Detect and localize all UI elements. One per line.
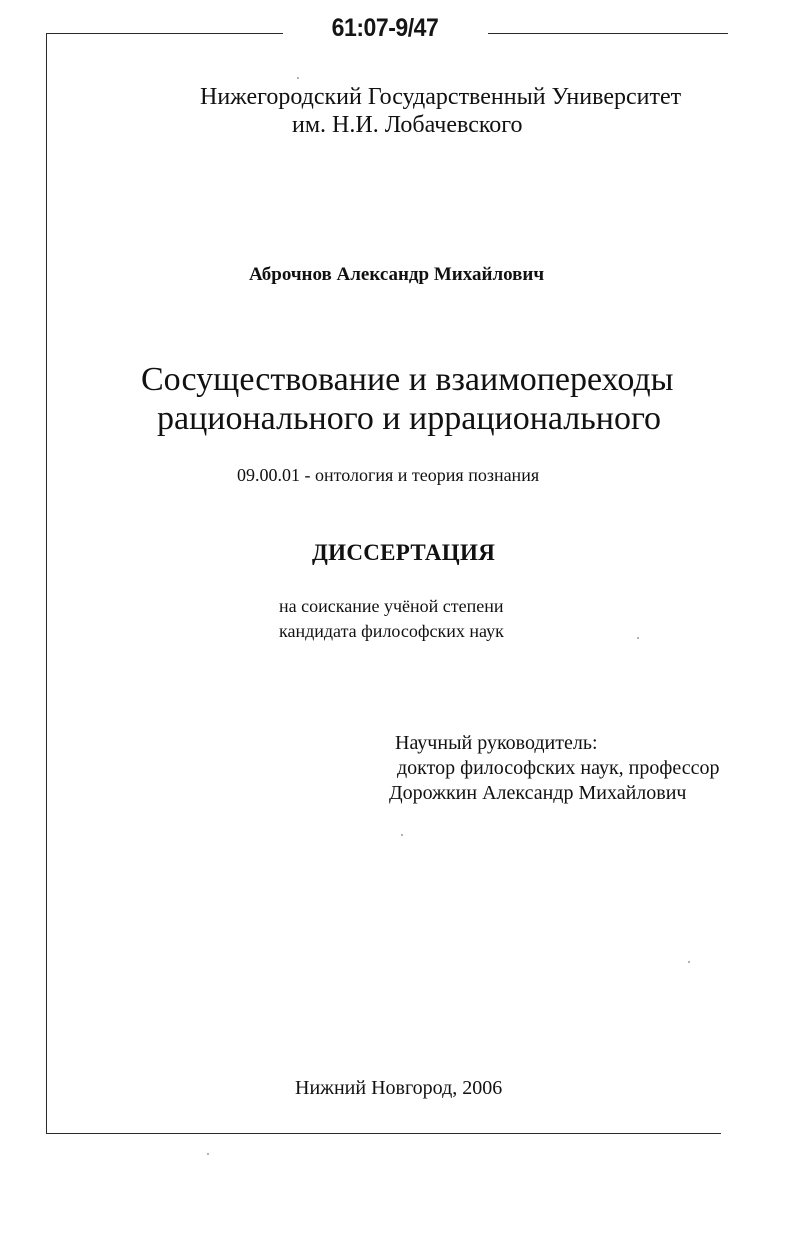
thesis-title-line-2: рационального и иррационального xyxy=(157,400,662,437)
top-border-right xyxy=(488,33,728,34)
author-name: Аброчнов Александр Михайлович xyxy=(249,264,545,285)
left-border xyxy=(46,33,47,1134)
supervisor-label: Научный руководитель: xyxy=(395,732,598,754)
supervisor-name: Дорожкин Александр Михайлович xyxy=(389,782,687,804)
thesis-title-line-1: Сосуществование и взаимопереходы xyxy=(141,361,674,398)
scan-speck xyxy=(297,77,299,79)
scan-speck xyxy=(207,1153,209,1155)
archive-stamp: 61:07-9/47 xyxy=(331,14,439,42)
university-name: Нижегородский Государственный Университет xyxy=(200,84,682,110)
city-year: Нижний Новгород, 2006 xyxy=(295,1077,503,1099)
document-type-heading: ДИССЕРТАЦИЯ xyxy=(312,540,496,565)
degree-line-2: кандидата философских наук xyxy=(279,621,504,641)
scan-speck xyxy=(401,834,403,836)
scan-speck xyxy=(637,637,639,639)
degree-line-1: на соискание учёной степени xyxy=(279,596,504,616)
scan-speck xyxy=(688,961,690,963)
bottom-border xyxy=(46,1133,721,1134)
supervisor-title: доктор философских наук, профессор xyxy=(397,757,720,779)
university-namesake: им. Н.И. Лобачевского xyxy=(292,112,523,138)
specialty-code: 09.00.01 - онтология и теория познания xyxy=(237,465,540,485)
top-border-left xyxy=(46,33,283,34)
